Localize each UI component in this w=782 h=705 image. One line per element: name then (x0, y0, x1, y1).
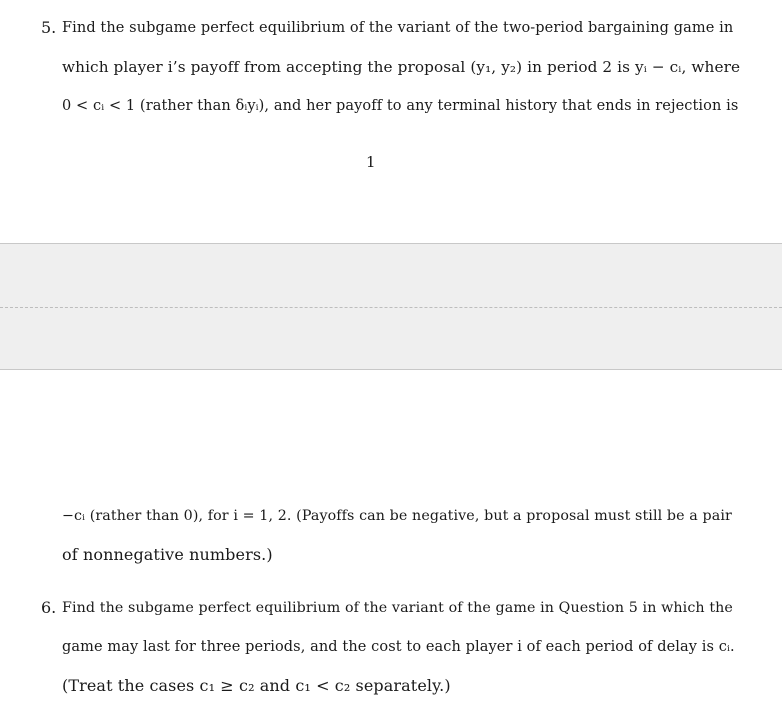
page-1 (0, 0, 782, 243)
page-break-divider (0, 307, 782, 308)
page-number: 1 (366, 153, 376, 171)
question-5-number: 5. (41, 18, 57, 37)
question-6-number: 6. (41, 598, 57, 617)
page-2 (0, 370, 782, 705)
question-5-line-1: Find the subgame perfect equilibrium of the variant of the two-period bargaining game in (62, 20, 734, 36)
question-5-line-4: −cᵢ (rather than 0), for i = 1, 2. (Payoffs can be negative, but a proposal must still be a pair (62, 508, 732, 524)
question-6-line-1: Find the subgame perfect equilibrium of the variant of the game in Question 5 in which the (62, 600, 733, 616)
page-gap (0, 243, 782, 370)
question-6-line-2: game may last for three periods, and the cost to each player i of each period of delay is cᵢ. (62, 639, 735, 655)
question-5-line-3: 0 < cᵢ < 1 (rather than δᵢyᵢ), and her payoff to any terminal history that ends in rejection is (62, 98, 739, 114)
question-5-line-2: which player i’s payoff from accepting the proposal (y₁, y₂) in period 2 is yᵢ − cᵢ, where (62, 58, 741, 76)
question-5-line-5: of nonnegative numbers.) (62, 545, 273, 564)
question-6-line-3: (Treat the cases c₁ ≥ c₂ and c₁ < c₂ separately.) (62, 676, 451, 695)
